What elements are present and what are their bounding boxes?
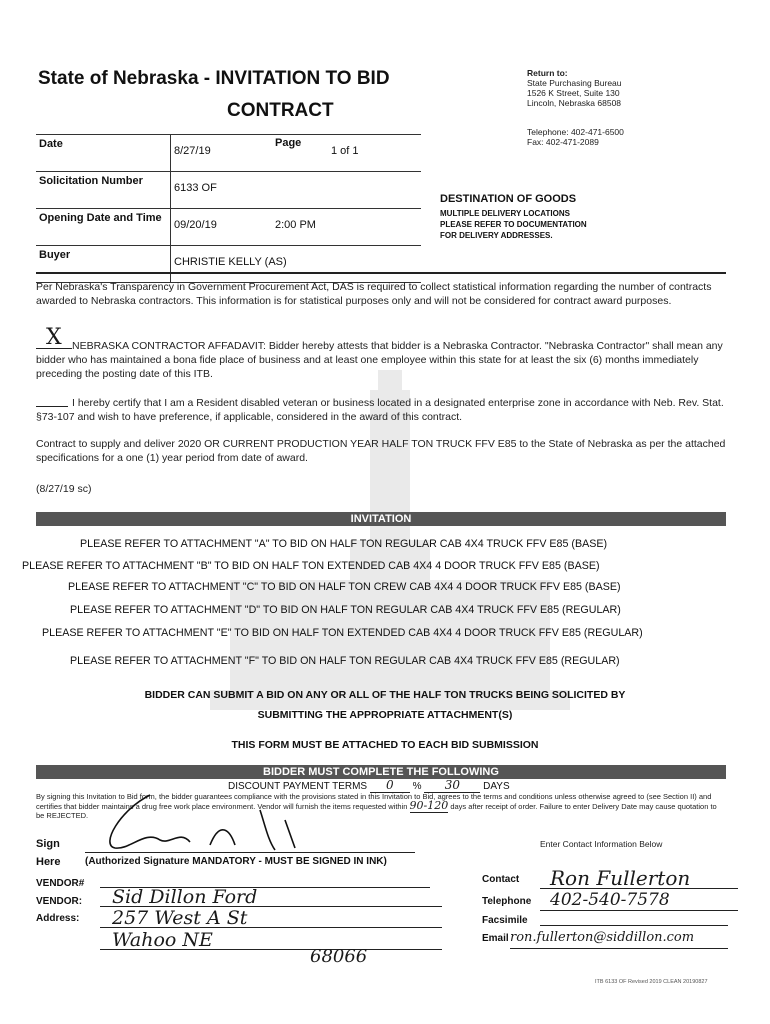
address-line2-field[interactable]: Wahoo NE [100, 929, 442, 950]
return-to-label: Return to: [527, 68, 568, 78]
vendor-number-label: VENDOR# [36, 878, 85, 889]
solicitation-label: Solicitation Number [36, 172, 171, 209]
attachment-e-line: PLEASE REFER TO ATTACHMENT "E" TO BID ON HALF TON EXTENDED CAB 4X4 4 DOOR TRUCK FFV E85 (REGULAR) [42, 627, 643, 639]
address-line1-field[interactable]: 257 West A St [100, 907, 442, 928]
email-field[interactable]: ron.fullerton@siddillon.com [510, 930, 728, 949]
section-divider [36, 272, 726, 274]
destination-line: MULTIPLE DELIVERY LOCATIONS [440, 209, 570, 218]
discount-value[interactable]: 0 [370, 778, 410, 793]
return-city: Lincoln, Nebraska 68508 [527, 98, 622, 108]
facsimile-label: Facsimile [482, 915, 528, 926]
attachment-b-line: PLEASE REFER TO ATTACHMENT "B" TO BID ON HALF TON EXTENDED CAB 4X4 4 DOOR TRUCK FFV E85 (BASE) [22, 560, 600, 572]
bidder-instruction-line2: SUBMITTING THE APPROPRIATE ATTACHMENT(S) [257, 709, 513, 721]
vendor-name-field[interactable]: Sid Dillon Ford [100, 886, 442, 907]
contact-field[interactable]: Ron Fullerton [540, 866, 738, 889]
destination-title: DESTINATION OF GOODS [440, 193, 577, 205]
revision-note: (8/27/19 sc) [36, 483, 92, 495]
page-value: 1 of 1 [328, 135, 421, 172]
destination-line: PLEASE REFER TO DOCUMENTATION [440, 220, 587, 229]
transparency-paragraph: Per Nebraska's Transparency in Government Procurement Act, DAS is required to collect statistical information regarding the number of contracts awarded to Nebraska contractors. This information is for statistical purposes only and will not be considered for contract award purposes. [36, 281, 712, 307]
veteran-paragraph: I hereby certify that I am a Resident disabled veteran or business located in a designated enterprise zone in accordance with Neb. Rev. Stat. §73-107 and wish to have preference, if applicable, considered in the award of this contract. [36, 397, 724, 423]
vendor-label: VENDOR: [36, 896, 83, 907]
attachment-a-line: PLEASE REFER TO ATTACHMENT "A" TO BID ON HALF TON REGULAR CAB 4X4 TRUCK FFV E85 (BASE) [80, 538, 608, 550]
affidavit-paragraph: NEBRASKA CONTRACTOR AFFADAVIT: Bidder hereby attests that bidder is a Nebraska Contractor. "Nebraska Contractor" shall mean any bidder who has maintained a bona fide place of business and at least one employee within this state for at least the six (6) months immediately preceding the posting date of this ITB. [36, 340, 723, 380]
telephone-field[interactable]: 402-540-7578 [540, 890, 738, 911]
days-label: DAYS [483, 781, 510, 792]
return-street: 1526 K Street, Suite 130 [527, 88, 620, 98]
zip-field[interactable]: 68066 [310, 946, 368, 967]
invitation-bar: INVITATION [36, 512, 726, 526]
signature-note: (Authorized Signature MANDATORY - MUST BE SIGNED IN INK) [85, 856, 387, 867]
bidder-instruction-line1: BIDDER CAN SUBMIT A BID ON ANY OR ALL OF THE HALF TON TRUCKS BEING SOLICITED BY [144, 689, 626, 701]
destination-details [440, 208, 587, 241]
contact-label: Contact [482, 874, 520, 885]
buyer-label: Buyer [36, 246, 171, 283]
affidavit-mark: X [46, 325, 62, 350]
contract-paragraph: Contract to supply and deliver 2020 OR CURRENT PRODUCTION YEAR HALF TON TRUCK FFV E85 to the State of Nebraska as per the attached specifications for a one (1) year period from date of award. [36, 438, 726, 464]
attachment-c-line: PLEASE REFER TO ATTACHMENT "C" TO BID ON HALF TON CREW CAB 4X4 4 DOOR TRUCK FFV E85 (BASE) [68, 581, 621, 593]
email-label: Email [482, 933, 509, 944]
discount-label: DISCOUNT PAYMENT TERMS [228, 781, 368, 792]
fine-print-text: By signing this Invitation to Bid form, the bidder guarantees compliance with the provisions stated in this Invitation to Bid, agrees to the terms and conditions unless otherwise agreed to (see Section II) and certifies that bidder maintains a drug free work place environment. Vendor will furnish the items requested within [36, 792, 712, 811]
page-label: Page [272, 135, 328, 172]
signature-scrawl [90, 790, 350, 855]
attach-notice: THIS FORM MUST BE ATTACHED TO EACH BID SUBMISSION [231, 739, 539, 751]
form-title: State of Nebraska - INVITATION TO BID [38, 68, 390, 89]
buyer-value: CHRISTIE KELLY (AS) [171, 246, 422, 283]
bureau-fax: Fax: 402-471-2089 [527, 137, 599, 147]
attachment-d-line: PLEASE REFER TO ATTACHMENT "D" TO BID ON HALF TON REGULAR CAB 4X4 TRUCK FFV E85 (REGULAR) [70, 604, 621, 616]
opening-row [36, 209, 421, 246]
percent-sign: % [412, 781, 422, 792]
bureau-telephone: Telephone: 402-471-6500 [527, 127, 624, 137]
address-label: Address: [36, 913, 80, 924]
return-address [527, 68, 622, 108]
solicitation-row [36, 172, 421, 209]
opening-label: Opening Date and Time [36, 209, 171, 246]
delivery-days[interactable]: 90-120 [409, 799, 449, 812]
date-row [36, 135, 421, 172]
footer-code: ITB 6133 OF Revised 2019 CLEAN 20190827 [595, 979, 708, 985]
days-value[interactable]: 30 [424, 778, 480, 793]
opening-time: 2:00 PM [272, 209, 421, 246]
solicitation-fields [36, 134, 421, 283]
enter-contact-label: Enter Contact Information Below [540, 839, 663, 849]
bureau-contact [527, 127, 624, 147]
destination-line: FOR DELIVERY ADDRESSES. [440, 231, 553, 240]
sign-label: Sign [36, 838, 60, 850]
return-org: State Purchasing Bureau [527, 78, 622, 88]
form-subtitle: CONTRACT [227, 100, 334, 121]
telephone-label: Telephone [482, 896, 532, 907]
solicitation-value: 6133 OF [171, 172, 422, 209]
buyer-row [36, 246, 421, 283]
date-value[interactable]: 8/27/19 [171, 135, 273, 172]
attachment-f-line: PLEASE REFER TO ATTACHMENT "F" TO BID ON HALF TON REGULAR CAB 4X4 TRUCK FFV E85 (REGULAR) [70, 655, 620, 667]
facsimile-field[interactable] [540, 925, 728, 926]
here-label: Here [36, 856, 61, 868]
bidder-bar: BIDDER MUST COMPLETE THE FOLLOWING [36, 765, 726, 779]
fine-print-end: days after receipt of order. Failure to enter Delivery Date may cause quotation to be REJECTED. [36, 802, 717, 820]
opening-date: 09/20/19 [171, 209, 273, 246]
date-label: Date [36, 135, 171, 172]
